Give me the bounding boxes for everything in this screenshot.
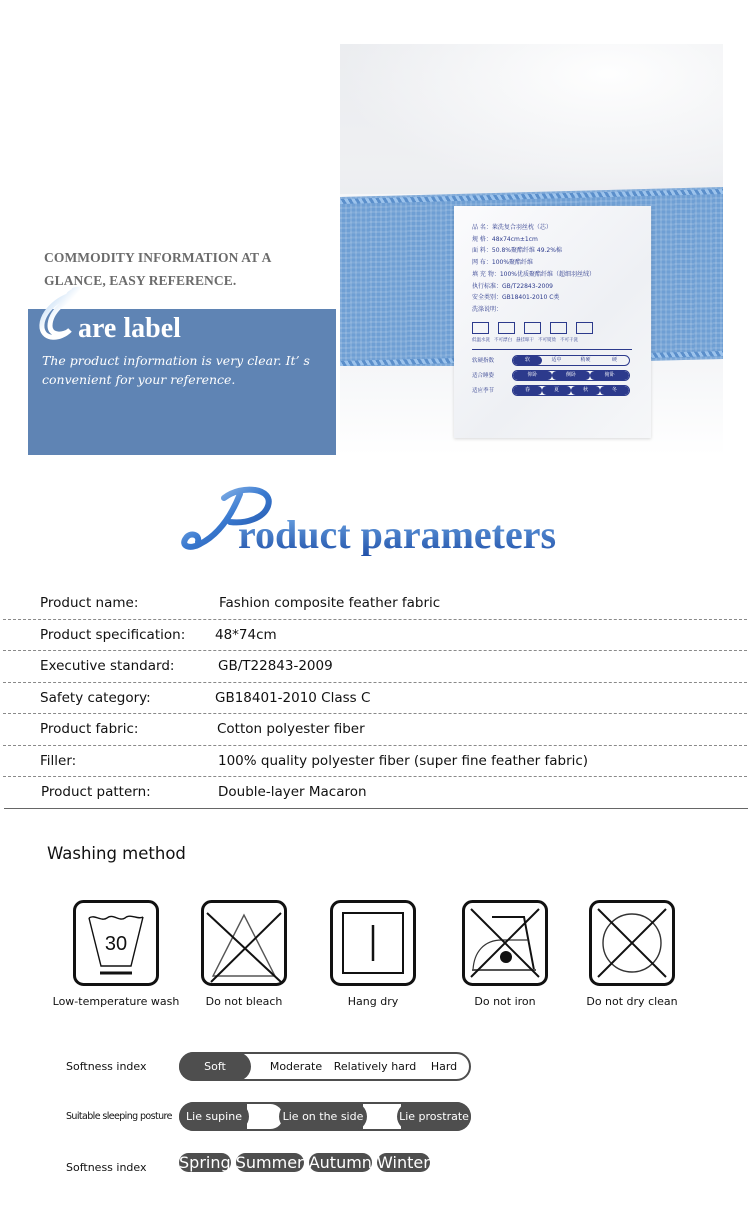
posture-option-side: Lie on the side bbox=[279, 1102, 367, 1131]
season-option-autumn: Autumn bbox=[308, 1153, 372, 1172]
tag-line: 规 格：48x74cm±1cm bbox=[472, 235, 538, 243]
param-value: 100% quality polyester fiber (super fine feather fabric) bbox=[218, 752, 589, 769]
tag-icon-label: 低温水洗 bbox=[472, 337, 490, 343]
tag-posture-row bbox=[472, 370, 641, 381]
svg-text:30: 30 bbox=[104, 933, 128, 955]
product-parameters-heading bbox=[176, 484, 596, 556]
tag-icon-labels bbox=[472, 337, 641, 343]
softness-option-moderate: Moderate bbox=[269, 1060, 323, 1073]
wash-label: Do not iron bbox=[474, 995, 536, 1008]
param-label: Product name: bbox=[40, 595, 139, 612]
season-option-summer: Summer bbox=[235, 1153, 304, 1172]
tag-option: 仰卧 bbox=[513, 371, 552, 380]
tag-option: 硬 bbox=[611, 356, 617, 363]
wash-item bbox=[435, 900, 575, 1008]
care-description-line2: convenient for your reference. bbox=[42, 372, 236, 387]
tag-line: 面 料：50.8%聚酯纤维 49.2%棉 bbox=[472, 247, 562, 255]
pillow-fabric bbox=[340, 44, 723, 194]
commodity-headline-line2: GLANCE, EASY REFERENCE. bbox=[44, 273, 237, 288]
posture-option-prostrate: Lie prostrate bbox=[397, 1102, 471, 1131]
tag-option: 软 bbox=[513, 356, 542, 365]
tag-line: 洗涤说明： bbox=[472, 305, 503, 313]
tag-option: 春 bbox=[513, 386, 542, 395]
tag-option: 俯卧 bbox=[590, 371, 629, 380]
tag-wash-icon bbox=[472, 322, 489, 334]
wash-30-icon bbox=[73, 900, 159, 986]
tag-line: 填 充 物：100%优质聚酯纤维（超细羽丝绒） bbox=[472, 270, 595, 278]
tag-icon-label: 不可漂白 bbox=[494, 337, 512, 343]
param-label: Product fabric: bbox=[40, 721, 139, 738]
parameters-table bbox=[0, 588, 750, 809]
table-row bbox=[4, 777, 748, 809]
care-description-line1: The product information is very clear. It’ s bbox=[42, 353, 310, 368]
table-row bbox=[3, 620, 747, 652]
param-value: Cotton polyester fiber bbox=[217, 721, 365, 738]
posture-option-supine: Lie supine bbox=[179, 1102, 249, 1131]
wash-label: Do not dry clean bbox=[586, 995, 678, 1008]
param-label: Executive standard: bbox=[40, 658, 175, 675]
wash-label: Do not bleach bbox=[205, 995, 283, 1008]
table-row bbox=[3, 714, 747, 746]
tag-row-label: 适合睡姿 bbox=[472, 373, 495, 380]
tag-row-label: 适应季节 bbox=[472, 388, 495, 395]
param-value: 48*74cm bbox=[215, 626, 277, 643]
tag-option: 夏 bbox=[542, 386, 571, 395]
param-label: Filler: bbox=[40, 752, 77, 769]
wash-item bbox=[562, 900, 702, 1008]
softness-index-label: Softness index bbox=[66, 1060, 147, 1073]
table-row bbox=[3, 683, 747, 715]
no-iron-icon bbox=[462, 900, 548, 986]
season-option-winter: Winter bbox=[377, 1153, 430, 1172]
tag-option: 秋 bbox=[571, 386, 600, 395]
softness-index-track bbox=[179, 1052, 471, 1081]
tag-option: 冬 bbox=[600, 386, 629, 395]
tag-option: 侧卧 bbox=[552, 371, 591, 380]
tag-divider bbox=[472, 349, 632, 350]
tag-line: 网 布：100%聚酯纤维 bbox=[472, 259, 534, 267]
no-dry-clean-icon bbox=[589, 900, 675, 986]
wash-label: Low-temperature wash bbox=[52, 995, 180, 1008]
heading-text: roduct parameters bbox=[238, 512, 557, 556]
posture-gap bbox=[247, 1104, 283, 1129]
tag-care-icons bbox=[472, 322, 641, 334]
tag-no-bleach-icon bbox=[498, 322, 515, 334]
tag-icon-label: 悬挂晾干 bbox=[516, 337, 534, 343]
care-label-description bbox=[42, 351, 332, 389]
softness-option-relatively-hard: Relatively hard bbox=[333, 1060, 417, 1073]
tag-no-dry-clean-icon bbox=[576, 322, 593, 334]
season-index-track bbox=[179, 1153, 471, 1182]
commodity-headline-line1: COMMODITY INFORMATION AT A bbox=[44, 250, 272, 265]
care-tag-photo bbox=[340, 44, 723, 455]
sleeping-posture-track bbox=[179, 1102, 471, 1131]
wash-item bbox=[303, 900, 443, 1008]
season-option-spring: Spring bbox=[179, 1153, 231, 1172]
param-label: Safety category: bbox=[40, 689, 151, 706]
param-value: GB18401-2010 Class C bbox=[215, 689, 371, 706]
tag-hang-dry-icon bbox=[524, 322, 541, 334]
tag-icon-label: 不可熨烫 bbox=[538, 337, 556, 343]
posture-gap bbox=[363, 1104, 401, 1129]
tag-line: 执行标准：GB/T22843-2009 bbox=[472, 282, 553, 290]
softness-option-soft: Soft bbox=[179, 1052, 251, 1081]
sleeping-posture-label: Suitable sleeping posture bbox=[66, 1111, 172, 1122]
washing-method-title: Washing method bbox=[47, 844, 186, 863]
param-value: GB/T22843-2009 bbox=[218, 658, 333, 675]
tag-softness-row bbox=[472, 355, 641, 366]
param-label: Product pattern: bbox=[41, 784, 151, 801]
tag-line: 安全类别：GB18401-2010 C类 bbox=[472, 294, 560, 302]
param-label: Product specification: bbox=[40, 626, 186, 643]
season-index-row bbox=[0, 1153, 750, 1183]
sleeping-posture-row bbox=[0, 1102, 750, 1132]
wash-label: Hang dry bbox=[347, 995, 399, 1008]
season-index-label: Softness index bbox=[66, 1161, 147, 1174]
care-label-title: are label bbox=[78, 313, 181, 344]
tag-icon-label: 不可干洗 bbox=[560, 337, 578, 343]
table-row bbox=[3, 746, 747, 778]
tag-line: 品 名：莱洗复合羽丝枕（芯） bbox=[472, 224, 552, 231]
tag-option: 稍硬 bbox=[580, 356, 591, 363]
tag-row-label: 软硬指数 bbox=[472, 358, 495, 365]
tag-option: 适中 bbox=[551, 356, 562, 363]
tag-no-iron-icon bbox=[550, 322, 567, 334]
tag-season-row bbox=[472, 385, 641, 396]
softness-option-hard: Hard bbox=[430, 1060, 458, 1073]
wash-item bbox=[174, 900, 314, 1008]
table-row bbox=[3, 651, 747, 683]
param-value: Double-layer Macaron bbox=[218, 784, 367, 801]
softness-index-row bbox=[0, 1052, 750, 1082]
sewn-care-tag bbox=[454, 206, 651, 438]
no-bleach-icon bbox=[201, 900, 287, 986]
hang-dry-icon bbox=[330, 900, 416, 986]
table-row bbox=[3, 588, 747, 620]
wash-item bbox=[46, 900, 186, 1008]
param-value: Fashion composite feather fabric bbox=[219, 595, 441, 612]
